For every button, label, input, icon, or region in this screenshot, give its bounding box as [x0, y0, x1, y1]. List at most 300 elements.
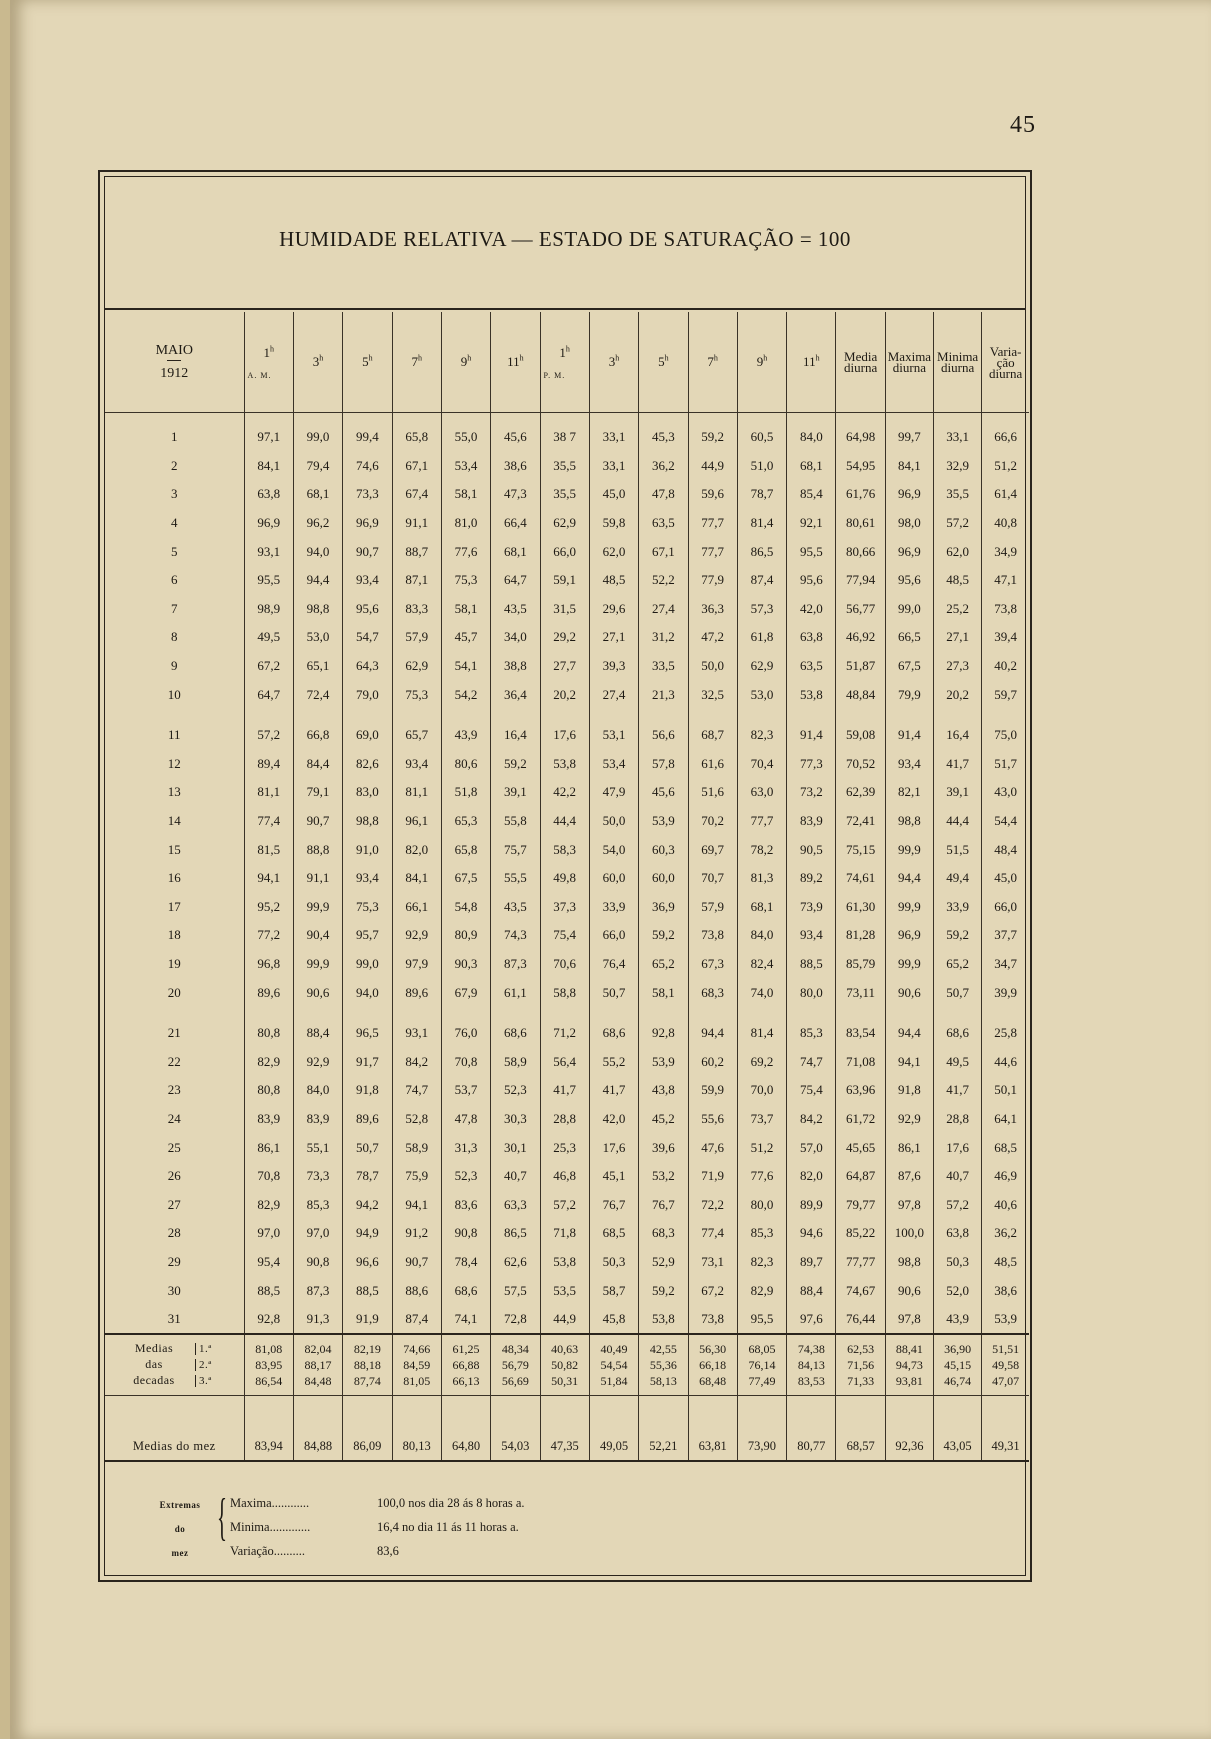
extreme-variacao-name: Variação.......... [230, 1544, 305, 1558]
table-cell: 86,5 [737, 537, 786, 566]
day-number: 11 [168, 727, 181, 743]
table-cell: 85,4 [787, 480, 836, 509]
table-cell: 56,77 [836, 595, 885, 624]
day-number: 16 [167, 870, 181, 886]
table-cell: 73,11 [836, 978, 885, 1007]
table-cell: 80,66 [836, 537, 885, 566]
table-cell: 93,4 [787, 921, 836, 950]
table-cell: 57,2 [244, 721, 293, 750]
table-cell: 86,5 [491, 1219, 540, 1248]
table-cell: 53,8 [639, 1305, 688, 1335]
table-cell: 59,2 [491, 750, 540, 779]
table-cell: 27,4 [589, 680, 638, 709]
extreme-variacao-value: 83,6 [377, 1544, 399, 1558]
table-cell: 64,7 [244, 680, 293, 709]
table-cell: 64,87 [836, 1162, 885, 1191]
day-number: 22 [167, 1053, 181, 1069]
table-cell: 79,77 [836, 1190, 885, 1219]
table-cell: 52,0 [934, 1276, 982, 1305]
table-cell: 94,4 [885, 864, 933, 893]
table-cell: 38,6 [491, 452, 540, 481]
day-number: 26 [167, 1168, 181, 1184]
table-cell: 85,79 [836, 950, 885, 979]
decade-cell: 40,63 [540, 1334, 589, 1357]
decade-cell: 36,90 [934, 1334, 982, 1357]
table-cell: 39,4 [982, 623, 1029, 652]
hour-header: 1$^h$ A. M. [244, 312, 293, 413]
decade-cell: 71,56 [836, 1357, 885, 1373]
table-cell: 28,8 [540, 1105, 589, 1134]
table-cell: 68,6 [589, 1019, 638, 1048]
day-number: 12 [167, 755, 181, 771]
table-cell: 94,1 [392, 1190, 441, 1219]
month-body [105, 1396, 1029, 1462]
table-cell: 68,6 [934, 1019, 982, 1048]
table-row [105, 1248, 1029, 1277]
table-cell: 94,9 [343, 1219, 392, 1248]
decade-label [105, 1357, 244, 1373]
extremes-label-1: Extremas [159, 1500, 201, 1510]
table-cell: 47,2 [688, 623, 737, 652]
table-cell: 45,1 [589, 1162, 638, 1191]
table-cell: 96,9 [885, 480, 933, 509]
table-cell: 99,7 [885, 413, 933, 452]
decade-row [105, 1373, 1029, 1396]
table-cell: 81,3 [737, 864, 786, 893]
table-cell: 44,9 [688, 452, 737, 481]
decade-row [105, 1357, 1029, 1373]
table-cell: 98,8 [343, 807, 392, 836]
table-cell: 97,6 [787, 1305, 836, 1335]
table-cell: 29,6 [589, 595, 638, 624]
table-row [105, 893, 1029, 922]
table-cell: 21,3 [639, 680, 688, 709]
table-cell: 53,0 [293, 623, 342, 652]
table-cell: 84,2 [787, 1105, 836, 1134]
table-cell: 54,8 [441, 893, 490, 922]
table-cell: 47,8 [639, 480, 688, 509]
table-cell: 82,9 [737, 1276, 786, 1305]
table-cell: 92,9 [293, 1047, 342, 1076]
table-cell: 56,6 [639, 721, 688, 750]
decade-cell: 68,48 [688, 1373, 737, 1396]
table-cell: 79,1 [293, 778, 342, 807]
table-cell: 82,0 [787, 1162, 836, 1191]
table-cell: 75,9 [392, 1162, 441, 1191]
table-cell: 79,0 [343, 680, 392, 709]
month-mean-cell: 43,05 [934, 1396, 982, 1462]
table-cell: 74,7 [392, 1076, 441, 1105]
gap-cell [491, 1007, 540, 1019]
month-mean-cell: 64,80 [441, 1396, 490, 1462]
table-cell: 94,4 [885, 1019, 933, 1048]
gap-cell [540, 709, 589, 721]
day-number: 21 [167, 1025, 181, 1041]
gap-cell [639, 709, 688, 721]
table-cell: 73,7 [737, 1105, 786, 1134]
table-cell: 33,1 [589, 452, 638, 481]
day-number: 13 [167, 784, 181, 800]
gap-cell [392, 1007, 441, 1019]
table-cell: 77,77 [836, 1248, 885, 1277]
decade-cell: 50,31 [540, 1373, 589, 1396]
table-cell: 76,7 [589, 1190, 638, 1219]
decade-cell: 51,51 [982, 1334, 1029, 1357]
decade-cell: 84,13 [787, 1357, 836, 1373]
table-cell: 57,9 [688, 893, 737, 922]
table-cell: 90,6 [885, 978, 933, 1007]
table-cell: 89,7 [787, 1248, 836, 1277]
table-cell: 38 7 [540, 413, 589, 452]
table-cell: 65,2 [639, 950, 688, 979]
table-cell: 40,2 [982, 652, 1029, 681]
table-cell: 82,3 [737, 721, 786, 750]
table-cell: 39,1 [934, 778, 982, 807]
month-mean-cell: 52,21 [639, 1396, 688, 1462]
hour-header: 11$^h$ [491, 312, 540, 413]
table-cell: 54,7 [343, 623, 392, 652]
table-cell: 35,5 [934, 480, 982, 509]
table-cell: 73,2 [787, 778, 836, 807]
hour-header: 3$^h$ [293, 312, 342, 413]
decade-cell: 81,05 [392, 1373, 441, 1396]
table-cell: 50,3 [589, 1248, 638, 1277]
table-cell: 92,1 [787, 509, 836, 538]
decade-cell: 56,79 [491, 1357, 540, 1373]
table-cell: 84,0 [787, 413, 836, 452]
table-cell: 82,3 [737, 1248, 786, 1277]
month-mean-cell: 47,35 [540, 1396, 589, 1462]
table-title: HUMIDADE RELATIVA — ESTADO DE SATURAÇÃO = 100 [279, 227, 851, 251]
table-cell: 96,2 [293, 509, 342, 538]
table-cell: 83,3 [392, 595, 441, 624]
day-number: 9 [171, 658, 178, 674]
table-cell: 73,1 [688, 1248, 737, 1277]
table-row [105, 978, 1029, 1007]
table-cell: 25,8 [982, 1019, 1029, 1048]
table-cell: 90,7 [293, 807, 342, 836]
table-cell: 36,4 [491, 680, 540, 709]
table-cell: 73,8 [982, 595, 1029, 624]
table-row [105, 566, 1029, 595]
decade-cell: 68,05 [737, 1334, 786, 1357]
table-cell: 98,0 [885, 509, 933, 538]
gap-cell [836, 1007, 885, 1019]
table-cell: 68,1 [737, 893, 786, 922]
table-cell: 81,1 [392, 778, 441, 807]
table-cell: 65,2 [934, 950, 982, 979]
table-cell: 75,3 [343, 893, 392, 922]
table-cell: 31,5 [540, 595, 589, 624]
table-cell: 58,8 [540, 978, 589, 1007]
gap-cell [244, 1007, 293, 1019]
gap-cell [589, 709, 638, 721]
table-cell: 16,4 [491, 721, 540, 750]
table-cell: 59,6 [688, 480, 737, 509]
table-cell: 55,1 [293, 1133, 342, 1162]
table-cell: 54,2 [441, 680, 490, 709]
table-row [105, 1276, 1029, 1305]
table-cell: 78,2 [737, 835, 786, 864]
table-cell: 84,1 [392, 864, 441, 893]
table-cell: 77,9 [688, 566, 737, 595]
table-cell: 27,1 [934, 623, 982, 652]
table-cell: 71,8 [540, 1219, 589, 1248]
table-cell: 88,5 [244, 1276, 293, 1305]
month-mean-cell: 80,13 [392, 1396, 441, 1462]
table-cell: 66,5 [885, 623, 933, 652]
day-number: 30 [167, 1282, 181, 1298]
table-cell: 50,0 [688, 652, 737, 681]
days-body [105, 413, 1029, 1335]
table-cell: 95,5 [737, 1305, 786, 1335]
decade-cell: 62,53 [836, 1334, 885, 1357]
table-cell: 57,2 [540, 1190, 589, 1219]
decade-label-text: das [145, 1357, 163, 1372]
table-cell: 77,4 [688, 1219, 737, 1248]
table-cell: 59,2 [639, 921, 688, 950]
table-cell: 98,8 [293, 595, 342, 624]
month-year-header [105, 312, 244, 413]
stat-header-media: Media diurna [836, 312, 885, 413]
table-cell: 57,2 [934, 1190, 982, 1219]
day-number: 3 [171, 486, 178, 502]
decade-cell: 47,07 [982, 1373, 1029, 1396]
extreme-minima-name: Minima............. [230, 1520, 311, 1534]
table-cell: 95,6 [343, 595, 392, 624]
table-cell: 80,61 [836, 509, 885, 538]
table-cell: 74,0 [737, 978, 786, 1007]
table-cell: 95,4 [244, 1248, 293, 1277]
decade-cell: 84,59 [392, 1357, 441, 1373]
page [10, 0, 1211, 1739]
day-number: 27 [167, 1196, 181, 1212]
table-cell: 53,8 [540, 750, 589, 779]
table-row [105, 807, 1029, 836]
table-cell: 61,1 [491, 978, 540, 1007]
gap-cell [343, 1007, 392, 1019]
table-cell: 41,7 [934, 1076, 982, 1105]
table-cell: 74,61 [836, 864, 885, 893]
month-mean-cell: 49,31 [982, 1396, 1029, 1462]
table-cell: 66,0 [982, 893, 1029, 922]
table-cell: 54,4 [982, 807, 1029, 836]
table-cell: 88,5 [787, 950, 836, 979]
month-mean-cell: 84,88 [293, 1396, 342, 1462]
table-cell: 47,8 [441, 1105, 490, 1134]
humidity-table [105, 312, 1029, 1462]
table-cell: 27,3 [934, 652, 982, 681]
table-cell: 38,6 [982, 1276, 1029, 1305]
table-cell: 51,8 [441, 778, 490, 807]
table-cell: 51,6 [688, 778, 737, 807]
table-cell: 96,8 [244, 950, 293, 979]
table-cell: 65,8 [441, 835, 490, 864]
decade-label [105, 1334, 244, 1357]
table-cell: 43,0 [982, 778, 1029, 807]
table-cell: 82,0 [392, 835, 441, 864]
table-cell: 45,0 [589, 480, 638, 509]
table-row [105, 480, 1029, 509]
table-cell: 50,0 [589, 807, 638, 836]
table-cell: 41,7 [589, 1076, 638, 1105]
table-cell: 58,3 [540, 835, 589, 864]
table-cell: 57,2 [934, 509, 982, 538]
table-cell: 59,2 [688, 413, 737, 452]
table-cell: 63,0 [737, 778, 786, 807]
table-cell: 53,9 [639, 1047, 688, 1076]
table-cell: 99,4 [343, 413, 392, 452]
table-row [105, 950, 1029, 979]
table-cell: 81,4 [737, 509, 786, 538]
gap-cell [787, 709, 836, 721]
table-cell: 17,6 [934, 1133, 982, 1162]
table-cell: 49,8 [540, 864, 589, 893]
table-cell: 78,4 [441, 1248, 490, 1277]
decade-cell: 48,34 [491, 1334, 540, 1357]
table-cell: 43,5 [491, 595, 540, 624]
decade-cell: 74,38 [787, 1334, 836, 1357]
table-cell: 51,2 [982, 452, 1029, 481]
decade-cell: 51,84 [589, 1373, 638, 1396]
table-cell: 86,1 [885, 1133, 933, 1162]
day-number: 20 [167, 984, 181, 1000]
table-cell: 100,0 [885, 1219, 933, 1248]
table-cell: 61,8 [737, 623, 786, 652]
table-cell: 85,3 [787, 1019, 836, 1048]
table-cell: 70,8 [441, 1047, 490, 1076]
table-cell: 73,8 [688, 921, 737, 950]
table-cell: 79,4 [293, 452, 342, 481]
table-cell: 45,2 [639, 1105, 688, 1134]
table-cell: 62,9 [540, 509, 589, 538]
table-cell: 84,4 [293, 750, 342, 779]
day-number: 8 [171, 629, 178, 645]
gap-cell [293, 709, 342, 721]
table-cell: 43,9 [934, 1305, 982, 1335]
table-cell: 68,7 [688, 721, 737, 750]
table-cell: 69,0 [343, 721, 392, 750]
table-cell: 80,0 [787, 978, 836, 1007]
gap-cell [737, 1007, 786, 1019]
table-cell: 51,2 [737, 1133, 786, 1162]
month-means-row [105, 1396, 1029, 1462]
gap-cell [244, 709, 293, 721]
table-cell: 98,8 [885, 1248, 933, 1277]
table-cell: 60,0 [639, 864, 688, 893]
table-cell: 63,5 [787, 652, 836, 681]
table-cell: 64,3 [343, 652, 392, 681]
day-number: 10 [167, 686, 181, 702]
table-cell: 58,1 [639, 978, 688, 1007]
table-cell: 48,5 [589, 566, 638, 595]
table-cell: 70,52 [836, 750, 885, 779]
table-cell: 91,4 [787, 721, 836, 750]
gap-cell [836, 709, 885, 721]
decade-cell: 88,41 [885, 1334, 933, 1357]
table-cell: 81,5 [244, 835, 293, 864]
table-cell: 82,1 [885, 778, 933, 807]
table-cell: 40,7 [934, 1162, 982, 1191]
table-cell: 66,1 [392, 893, 441, 922]
table-cell: 63,3 [491, 1190, 540, 1219]
table-cell: 62,9 [392, 652, 441, 681]
table-cell: 20,2 [934, 680, 982, 709]
decade-cell: 66,88 [441, 1357, 490, 1373]
table-cell: 96,1 [392, 807, 441, 836]
table-cell: 94,1 [244, 864, 293, 893]
table-cell: 50,7 [934, 978, 982, 1007]
decade-row [105, 1334, 1029, 1357]
table-row [105, 509, 1029, 538]
table-cell: 53,7 [441, 1076, 490, 1105]
decade-cell: 46,74 [934, 1373, 982, 1396]
table-cell: 94,0 [293, 537, 342, 566]
table-row [105, 864, 1029, 893]
table-cell: 54,95 [836, 452, 885, 481]
table-cell: 48,5 [934, 566, 982, 595]
table-cell: 99,9 [293, 950, 342, 979]
table-cell: 82,6 [343, 750, 392, 779]
table-cell: 98,9 [244, 595, 293, 624]
table-cell: 97,8 [885, 1190, 933, 1219]
table-cell: 81,4 [737, 1019, 786, 1048]
gap-cell [688, 709, 737, 721]
table-cell: 90,6 [293, 978, 342, 1007]
table-cell: 92,9 [885, 1105, 933, 1134]
decade-cell: 71,33 [836, 1373, 885, 1396]
table-cell: 90,6 [885, 1276, 933, 1305]
table-cell: 33,9 [934, 893, 982, 922]
day-number: 29 [167, 1253, 181, 1269]
table-cell: 32,9 [934, 452, 982, 481]
month-mean-cell: 49,05 [589, 1396, 638, 1462]
table-cell: 67,4 [392, 480, 441, 509]
table-cell: 34,9 [982, 537, 1029, 566]
table-cell: 76,4 [589, 950, 638, 979]
table-cell: 80,0 [737, 1190, 786, 1219]
table-cell: 82,4 [737, 950, 786, 979]
table-cell: 77,7 [688, 537, 737, 566]
table-cell: 88,7 [392, 537, 441, 566]
day-number: 28 [167, 1225, 181, 1241]
table-cell: 91,3 [293, 1305, 342, 1335]
decade-cell: 86,54 [244, 1373, 293, 1396]
decade-gap [105, 709, 1029, 721]
table-cell: 67,5 [885, 652, 933, 681]
table-cell: 49,5 [934, 1047, 982, 1076]
day-number: 5 [171, 543, 178, 559]
table-cell: 95,6 [885, 566, 933, 595]
table-cell: 91,1 [293, 864, 342, 893]
month-mean-cell: 63,81 [688, 1396, 737, 1462]
day-number: 4 [171, 515, 178, 531]
table-row [105, 778, 1029, 807]
table-cell: 89,6 [244, 978, 293, 1007]
table-cell: 53,0 [737, 680, 786, 709]
decade-cell: 93,81 [885, 1373, 933, 1396]
table-cell: 74,6 [343, 452, 392, 481]
table-cell: 89,9 [787, 1190, 836, 1219]
hour-header: 9$^h$ [737, 312, 786, 413]
table-cell: 59,2 [639, 1276, 688, 1305]
table-cell: 77,6 [737, 1162, 786, 1191]
table-cell: 86,1 [244, 1133, 293, 1162]
hour-header: 5$^h$ [639, 312, 688, 413]
table-row [105, 1133, 1029, 1162]
table-cell: 62,0 [934, 537, 982, 566]
table-cell: 50,3 [934, 1248, 982, 1277]
